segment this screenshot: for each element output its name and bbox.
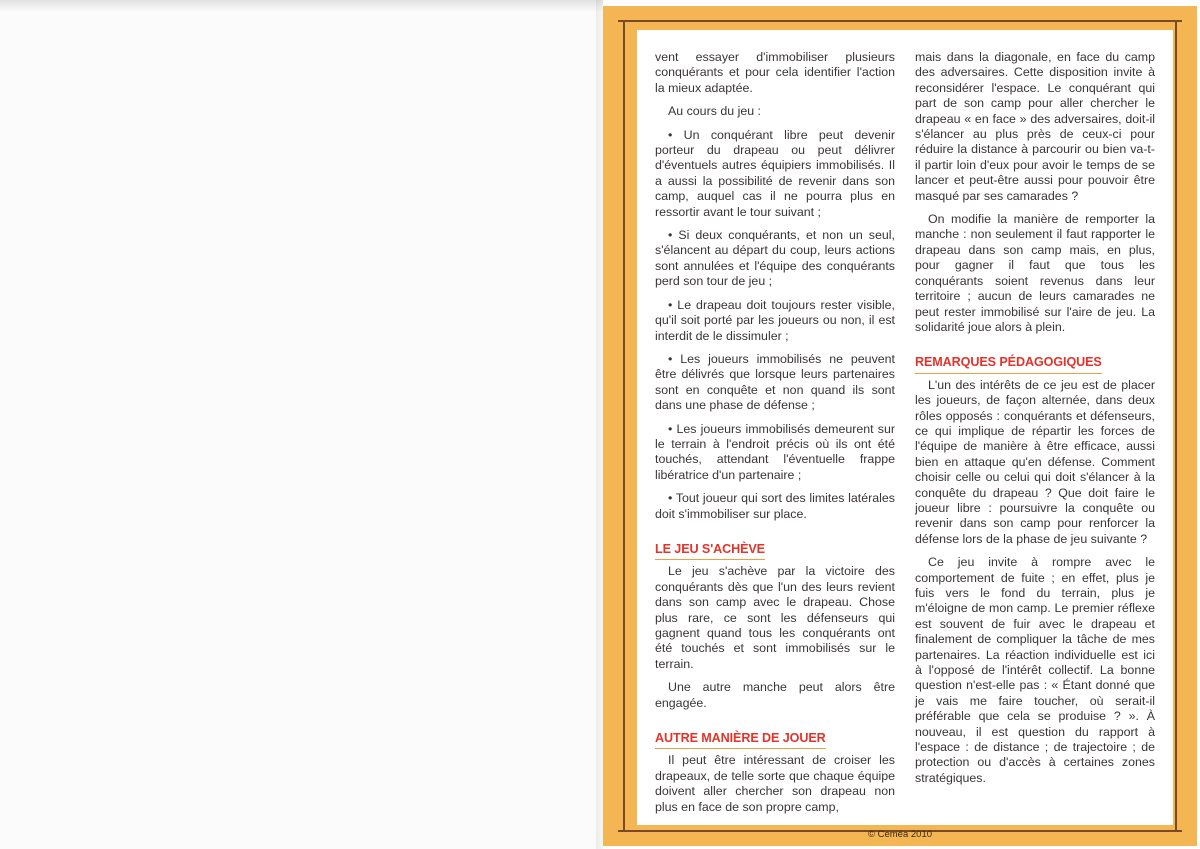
paragraph: mais dans la diagonale, en face du camp des adversaires. Cette disposition invite à reconsidérer l'espace. Le conquérant qui part de son camp pour aller chercher le drapeau « en face » des adversaires, doit-il s'élancer au plus près de ceux-ci pour réduire la distance à parcourir ou bien va-t-il partir loin d'eux pour avoir le temps de se lancer et peut-être aussi pour pouvoir être masqué par ses camarades ? bbox=[915, 50, 1155, 203]
paragraph: On modifie la manière de remporter la manche : non seulement il faut rapporter le drapeau dans son camp mais, en plus, pour gagner il faut que tous les conquérants soient revenus dans leur territoire ; aucun de leurs camarades ne peut rester immobilisé sur l'aire de jeu. La solidarité joue alors à plein. bbox=[915, 212, 1155, 334]
bullet-item: • Le drapeau doit toujours rester visible, qu'il soit porté par les joueurs ou non, il est interdit de le dissimuler ; bbox=[655, 297, 895, 343]
paragraph: vent essayer d'immobiliser plusieurs conquérants et pour cela identifier l'action la mieux adaptée. bbox=[655, 50, 895, 95]
paragraph: Ce jeu invite à rompre avec le comportement de fuite ; en effet, plus je fuis vers le fond du terrain, plus je m'éloigne de mon camp. Le premier réflexe est souvent de fuir avec le drapeau et finalement de compliquer la tâche de mes partenaires. La réaction individuelle est ici à l'opposé de l'intérêt collectif. La bonne question n'est-elle pas : « Étant donné que je vais me faire toucher, où serait-il préférable que cela se produise ? ». À nouveau, il est question du rapport à l'espace : de distance ; de trajectoire ; de protection ou d'accès à certaines zones stratégiques. bbox=[915, 555, 1155, 785]
section-heading: REMARQUES PÉDAGOGIQUES bbox=[915, 355, 1102, 373]
frame-line-top bbox=[618, 20, 1182, 22]
paragraph: L'un des intérêts de ce jeu est de placer les joueurs, de façon alternée, dans deux rôles opposés : conquérants et défenseurs, ce qui implique de répartir les forces de l'équipe de manière à être efficace, aussi bien en attaque qu'en défense. Comment choisir celle ou celui qui doit s'élancer à la conquête du drapeau ? Que doit faire le joueur libre : poursuivre la conquête ou revenir dans son camp pour renforcer la défense lors de la phase de jeu suivante ? bbox=[915, 377, 1155, 546]
column-right bbox=[915, 50, 1155, 794]
paragraph: Au cours du jeu : bbox=[668, 104, 761, 119]
section-heading: AUTRE MANIÈRE DE JOUER bbox=[655, 731, 826, 749]
bullet-item: • Les joueurs immobilisés ne peuvent être délivrés que lorsque leurs partenaires sont en conquête et non quand ils sont dans une phase de défense ; bbox=[655, 351, 895, 413]
text-panel bbox=[637, 30, 1173, 825]
bullet-item: • Un conquérant libre peut devenir porteur du drapeau ou peut délivrer d'éventuels autres équipiers immobilisés. Il a aussi la possibilité de revenir dans son camp, auquel cas il ne pourra plus en ressortir avant le tour suivant ; bbox=[655, 127, 895, 219]
column-left bbox=[655, 50, 895, 823]
bullet-item: • Les joueurs immobilisés demeurent sur le terrain à l'endroit précis où ils ont été touchés, attendant l'éventuelle frappe libératrice d'un partenaire ; bbox=[655, 421, 895, 482]
paragraph: Le jeu s'achève par la victoire des conquérants dès que l'un des leurs revient dans son camp avec le drapeau. Chose plus rare, ce sont les défenseurs qui gagnent quand tous les conquérants ont été touchés et sont immobilisés sur le terrain. bbox=[655, 564, 895, 671]
bullet-item: • Tout joueur qui sort des limites latérales doit s'immobiliser sur place. bbox=[655, 491, 895, 521]
right-page bbox=[603, 6, 1197, 846]
section-heading: LE JEU S'ACHÈVE bbox=[655, 542, 765, 560]
paragraph: Une autre manche peut alors être engagée. bbox=[655, 680, 895, 710]
paragraph: Il peut être intéressant de croiser les drapeaux, de telle sorte que chaque équipe doivent aller chercher son drapeau non plus en face de son propre camp, bbox=[655, 753, 895, 814]
copyright-footer: © Ceméa 2010 bbox=[867, 829, 933, 840]
frame-line-left bbox=[623, 20, 625, 832]
frame-line-right bbox=[1175, 20, 1177, 832]
bullet-item: • Si deux conquérants, et non un seul, s'élancent au départ du coup, leurs actions sont annulées et l'équipe des conquérants perd son tour de jeu ; bbox=[655, 228, 895, 289]
page-top-shadow bbox=[0, 0, 603, 12]
